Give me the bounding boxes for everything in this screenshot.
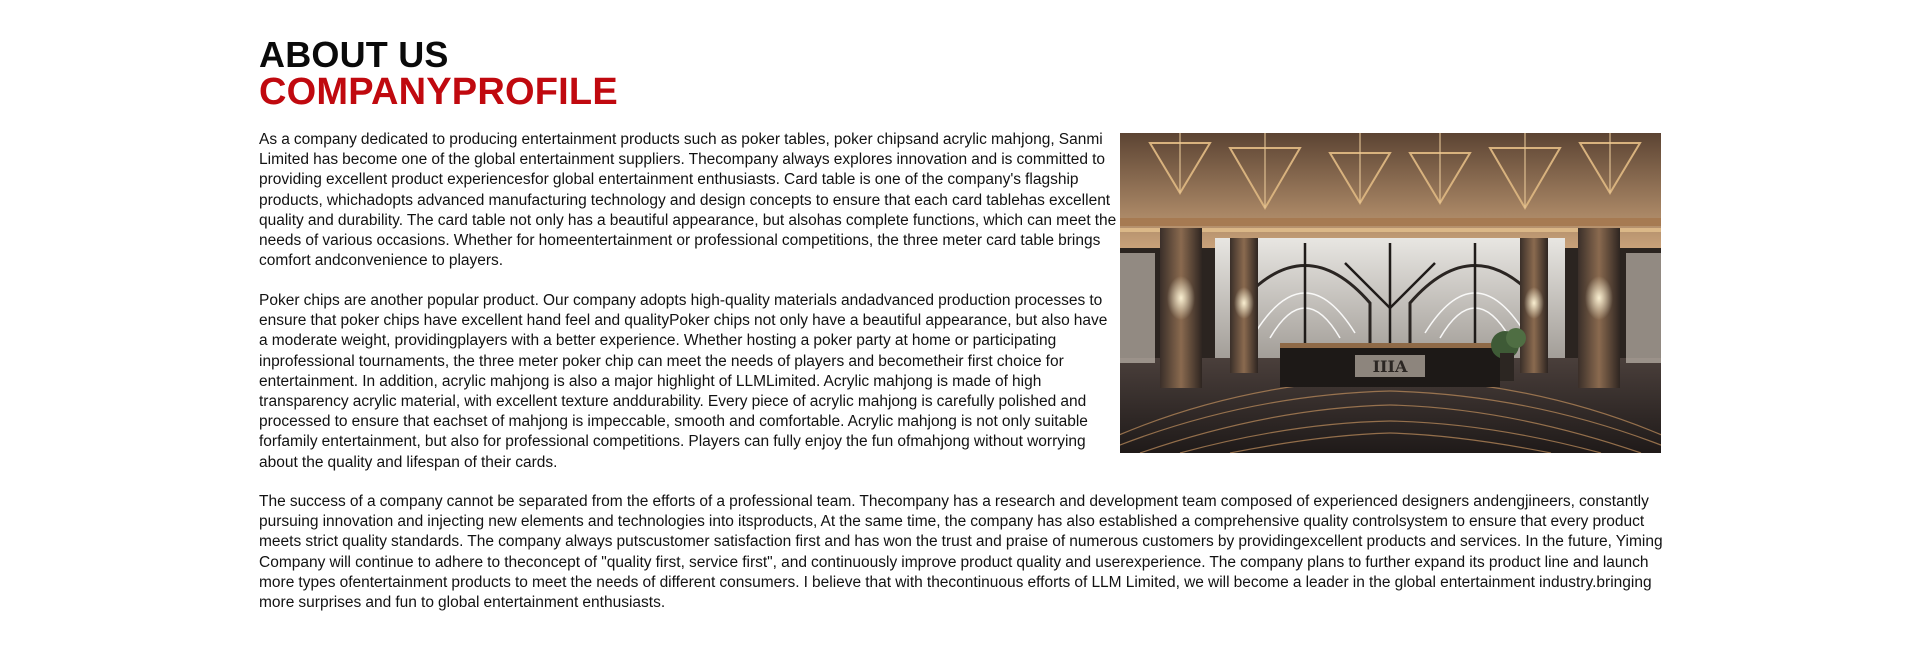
lobby-photo: [1120, 133, 1661, 453]
products-paragraph: Poker chips are another popular product. Our company adopts high-quality materials andadvanced production processes to ensure that poker chips have excellent hand feel and qualityPoker chips not only have a beautiful appearance, but also have a moderate weight, providingplayers with a better experience. Whether hosting a poker party at home or participating inprofessional tournaments, the three meter poker chip can meet the needs of players and becometheir first choice for entertainment. In addition, acrylic mahjong is also a major highlight of LLMLimited. Acrylic mahjong is made of high transparency acrylic material, with excellent texture anddurability. Every piece of acrylic mahjong is carefully polished and processed to ensure that eachset of mahjong is impeccable, smooth and comfortable. Acrylic mahjong is not only suitable forfamily entertainment, but also for professional competitions. Players can fully enjoy the fun ofmahjong without worrying about the quality and lifespan of their cards.: [259, 292, 1108, 471]
intro-paragraph: As a company dedicated to producing entertainment products such as poker tables, poker chipsand acrylic mahjong, Sanmi Limited has become one of the global entertainment suppliers. Thecompany always explores innovation and is committed to providing excellent product experiencesfor global entertainment enthusiasts. Card table is one of the company's flagship products, whichadopts advanced manufacturing technology and design concepts to ensure that each card tablehas excellent quality and durability. The card table not only has a beautiful appearance, but alsohas complete functions, which can meet the needs of various occasions. Whether for homeentertainment or professional competitions, the three meter card table brings comfort andconvenience to players.: [259, 131, 1117, 270]
team-paragraph: The success of a company cannot be separated from the efforts of a professional team. Thecompany has a research and development team composed of experienced designers andengjineers, constantly pursuing innovation and injecting new elements and technologies into itsproducts, At the same time, the company has also established a comprehensive quality controlsystem to ensure that every product meets strict quality standards. The company always putscustomer satisfaction first and has won the trust and praise of numerous customers by providingexcellent products and services. In the future, Yiming Company will continue to adhere to theconcept of "quality first, service first", and continuously improve product quality and userexperience. The company plans to further expand its product line and launch more types ofentertainment products to meet the needs of different consumers. I believe that with thecontinuous efforts of LLM Limited, we will become a leader in the global entertainment industry.bringing more surprises and fun to global entertainment enthusiasts.: [259, 493, 1663, 612]
reception-sign: IIIA: [1372, 357, 1408, 376]
lobby-photo-drawing: [1120, 133, 1661, 453]
section-subtitle: COMPANYPROFILE: [259, 71, 618, 113]
section-title: ABOUT US: [259, 34, 449, 75]
heading-block: [259, 36, 618, 111]
